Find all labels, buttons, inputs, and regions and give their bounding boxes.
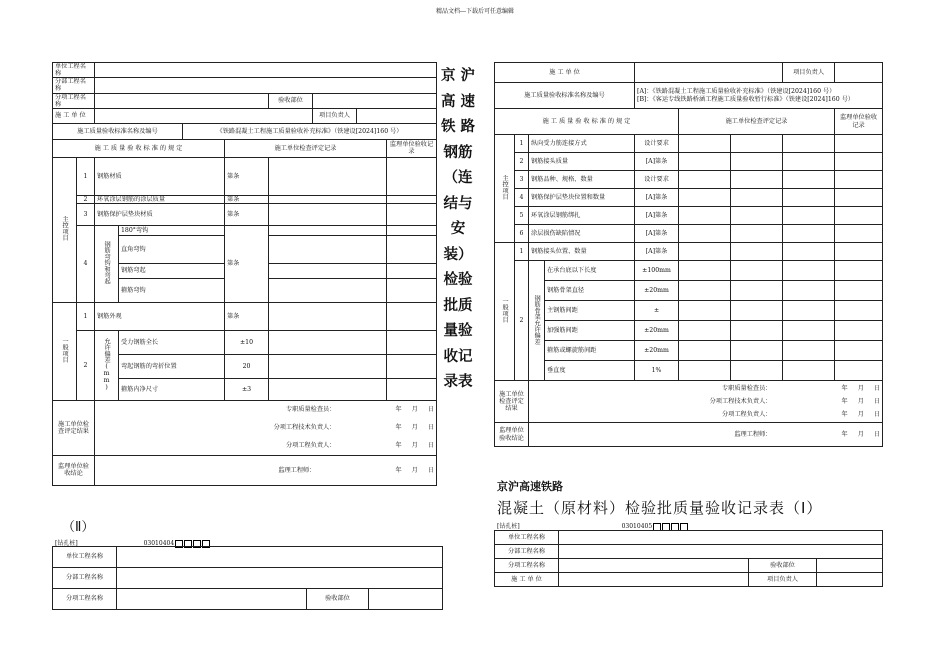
label-item-project: 分项工程名称 (495, 559, 559, 573)
record-cell[interactable] (679, 171, 731, 189)
record-cell[interactable] (783, 301, 835, 321)
value-item-project[interactable] (117, 589, 307, 610)
item-no: 3 (515, 171, 529, 189)
tol-item: 垂直度 (545, 361, 635, 381)
label-project-leader: 项目负责人 (749, 573, 817, 587)
value-construction-unit[interactable] (559, 573, 749, 587)
record-cell[interactable] (269, 235, 387, 263)
record-cell[interactable] (783, 243, 835, 261)
tol-item: 弯起钢筋的弯折位置 (119, 354, 225, 378)
supervision-cell[interactable] (835, 153, 883, 171)
eval-sign-block[interactable]: 专职质量检查员： 年 月 日 分项工程技术负责人： 年 月 日 分项工程负责人： 年 月 日 (95, 400, 437, 455)
label-construction-unit: 施 工 单 位 (495, 573, 559, 587)
value-unit-project[interactable] (95, 63, 437, 78)
super-sign-block[interactable]: 监理工程师： 年 月 日 (95, 455, 437, 485)
record-cell[interactable] (783, 189, 835, 207)
item-no: 6 (515, 225, 529, 243)
sign-label: 监理工程师： (278, 466, 316, 474)
item-no: 4 (515, 189, 529, 207)
item-no: 2 (77, 195, 95, 203)
record-cell[interactable] (783, 341, 835, 361)
tol-item: 受力钢筋全长 (119, 330, 225, 354)
record-cell[interactable] (731, 153, 783, 171)
record-cell[interactable] (731, 135, 783, 153)
tol-value: ±10 (225, 330, 269, 354)
supervision-cell[interactable] (835, 261, 883, 281)
record-cell[interactable] (269, 354, 387, 378)
item-name: 钢筋材质 (95, 157, 225, 195)
supervision-cell[interactable] (835, 243, 883, 261)
item-no: 3 (77, 203, 95, 225)
left-title-ii: （Ⅱ） (62, 520, 95, 535)
item-no: 1 (77, 157, 95, 195)
record-cell[interactable] (783, 361, 835, 381)
label-project-leader: 项目负责人 (313, 108, 357, 123)
item-name: 钢筋品种、规格、数量 (529, 171, 635, 189)
label-unit-project: 单位工程名称 (495, 531, 559, 545)
col-supervision: 监理单位验收记录 (387, 139, 437, 157)
record-cell[interactable] (679, 225, 731, 243)
record-cell[interactable] (679, 341, 731, 361)
item-ref: [A]第条 (635, 243, 679, 261)
value-item-project[interactable] (559, 559, 749, 573)
supervision-cell[interactable] (387, 235, 437, 263)
supervision-cell[interactable] (835, 361, 883, 381)
left-small-form (52, 546, 443, 610)
col-supervision: 监理单位验收记录 (835, 109, 883, 135)
record-cell[interactable] (731, 321, 783, 341)
label-acceptance-part: 验收部位 (269, 93, 313, 108)
tol-value: ± (635, 301, 679, 321)
record-cell[interactable] (269, 225, 387, 235)
value-project-leader[interactable] (817, 573, 883, 587)
record-cell[interactable] (783, 153, 835, 171)
left-small-header: [钻孔桩] 03010404 (55, 538, 443, 548)
tol-item: 加强筋间距 (545, 321, 635, 341)
item-ref: 设计要求 (635, 135, 679, 153)
tol-item: 箍筋内净尺寸 (119, 378, 225, 400)
supervision-cell[interactable] (387, 302, 437, 330)
label-standard: 施工质量验收标准名称及编号 (495, 83, 635, 109)
item-no: 2 (515, 261, 529, 381)
general-group-label: 一般项目 (495, 243, 515, 381)
record-cell[interactable] (269, 157, 387, 195)
tol-item: 主钢筋间距 (545, 301, 635, 321)
value-standard: [A]：《铁路混凝土工程施工质量验收补充标准》（铁建设[2024]160 号） [B]：《客运专线铁路桥涵工程施工质量验收暂行标准》（铁建设[2024]160 号） (635, 83, 883, 109)
item-ref: 第条 (225, 195, 269, 203)
tol-item: 在承台底以下长度 (545, 261, 635, 281)
record-cell[interactable] (269, 263, 387, 278)
col-standard: 施 工 质 量 验 收 标 准 的 规 定 (495, 109, 679, 135)
label-acceptance-part: 验收部位 (749, 559, 817, 573)
right-title-concrete: 混凝土（原材料）检验批质量验收记录表（Ⅰ） (497, 499, 823, 517)
supervision-cell[interactable] (387, 157, 437, 195)
page-header: 精品文档---下载后可任意编辑 (435, 8, 515, 15)
label-sub-project: 分部工程名称 (53, 568, 117, 589)
label-sub-project: 分部工程名称 (53, 78, 95, 93)
item-name: 涂层损伤缺陷情况 (529, 225, 635, 243)
value-construction-unit[interactable] (635, 63, 783, 83)
right-title-railway: 京沪高速铁路 (497, 480, 563, 493)
record-cell[interactable] (679, 301, 731, 321)
sign-label: 分项工程技术负责人： (273, 424, 336, 432)
left-rebar-form (52, 62, 437, 486)
item-ref: [A]第条 (635, 207, 679, 225)
tol-value: ±100mm (635, 261, 679, 281)
record-cell[interactable] (783, 281, 835, 301)
supervision-cell[interactable] (387, 278, 437, 302)
record-cell[interactable] (679, 243, 731, 261)
item-ref: 第条 (225, 225, 269, 302)
label-unit-project: 单位工程名称 (53, 63, 95, 78)
label-standard: 施工质量验收标准名称及编号 (53, 123, 183, 139)
value-acceptance-part[interactable] (369, 589, 443, 610)
supervision-cell[interactable] (835, 225, 883, 243)
tol-value: ±20mm (635, 281, 679, 301)
record-cell[interactable] (731, 341, 783, 361)
value-unit-project[interactable] (559, 531, 883, 545)
record-cell[interactable] (731, 171, 783, 189)
record-cell[interactable] (679, 281, 731, 301)
record-cell[interactable] (269, 195, 387, 203)
supervision-cell[interactable] (835, 207, 883, 225)
main-group-label: 主控项目 (53, 157, 77, 302)
item-ref: 设计要求 (635, 171, 679, 189)
general-group-label: 一般项目 (53, 302, 77, 400)
item-ref: [A]第条 (635, 189, 679, 207)
record-cell[interactable] (783, 135, 835, 153)
supervision-cell[interactable] (835, 281, 883, 301)
item-ref: [A]第条 (635, 153, 679, 171)
tol-value: 1% (635, 361, 679, 381)
record-cell[interactable] (679, 261, 731, 281)
record-cell[interactable] (679, 361, 731, 381)
item-ref: 第条 (225, 302, 269, 330)
super-label: 监理单位验收结论 (495, 423, 529, 447)
bend-item: 直角弯钩 (119, 235, 225, 263)
record-cell[interactable] (679, 189, 731, 207)
label-construction-unit: 施 工 单 位 (53, 108, 95, 123)
supervision-cell[interactable] (835, 189, 883, 207)
col-record: 施工单位检查评定记录 (679, 109, 835, 135)
item-name: 钢筋接头位置、数量 (529, 243, 635, 261)
record-cell[interactable] (783, 171, 835, 189)
item-name: 纵向受力筋连接方式 (529, 135, 635, 153)
record-cell[interactable] (269, 278, 387, 302)
label-construction-unit: 施 工 单 位 (495, 63, 635, 83)
record-cell[interactable] (731, 207, 783, 225)
item-no: 2 (77, 330, 95, 400)
record-cell[interactable] (783, 225, 835, 243)
supervision-cell[interactable] (387, 263, 437, 278)
item-name: 环氧涂层钢筋绑扎 (529, 207, 635, 225)
tol-value: 20 (225, 354, 269, 378)
label-sub-project: 分部工程名称 (495, 545, 559, 559)
bend-group-label: 钢筋弯钩和弯起 (95, 225, 119, 302)
tol-item: 箍筋或螺旋筋间距 (545, 341, 635, 361)
supervision-cell[interactable] (387, 225, 437, 235)
item-no: 2 (515, 153, 529, 171)
col-record: 施工单位检查评定记录 (225, 139, 387, 157)
supervision-cell[interactable] (387, 195, 437, 203)
supervision-cell[interactable] (387, 330, 437, 354)
value-construction-unit[interactable] (95, 108, 313, 123)
bend-item: 箍筋弯钩 (119, 278, 225, 302)
bend-item: 钢筋弯起 (119, 263, 225, 278)
supervision-cell[interactable] (387, 378, 437, 400)
record-cell[interactable] (269, 203, 387, 225)
value-project-leader[interactable] (357, 108, 437, 123)
item-no: 1 (515, 135, 529, 153)
record-cell[interactable] (679, 135, 731, 153)
supervision-cell[interactable] (835, 321, 883, 341)
record-cell[interactable] (269, 330, 387, 354)
record-cell[interactable] (783, 321, 835, 341)
right-rebar-form (494, 62, 883, 447)
right-small-header: [钻孔桩] 03010405 (497, 521, 882, 531)
supervision-cell[interactable] (835, 135, 883, 153)
supervision-cell[interactable] (835, 171, 883, 189)
record-cell[interactable] (783, 207, 835, 225)
value-acceptance-part[interactable] (313, 93, 437, 108)
label-acceptance-part: 验收部位 (307, 589, 369, 610)
bend-item: 180°弯钩 (119, 225, 225, 235)
vertical-title: 京 沪 高 速 铁 路 钢筋 （连 结与 安 装） 检验 批质 量验 收记 录表 (440, 68, 476, 390)
value-sub-project[interactable] (117, 568, 443, 589)
tol-value: ±20mm (635, 341, 679, 361)
tol-value: ±3 (225, 378, 269, 400)
item-ref: [A]第条 (635, 225, 679, 243)
tol-value: ±20mm (635, 321, 679, 341)
item-ref: 第条 (225, 157, 269, 195)
value-acceptance-part[interactable] (817, 559, 883, 573)
super-label: 监理单位验收结论 (53, 455, 95, 485)
value-item-project[interactable] (95, 93, 269, 108)
record-cell[interactable] (731, 361, 783, 381)
record-cell[interactable] (679, 321, 731, 341)
value-sub-project[interactable] (559, 545, 883, 559)
record-cell[interactable] (731, 189, 783, 207)
record-cell[interactable] (731, 301, 783, 321)
item-name: 钢筋保护层垫块材质 (95, 203, 225, 225)
label-project-leader: 项目负责人 (783, 63, 835, 83)
supervision-cell[interactable] (835, 301, 883, 321)
main-group-label: 主控项目 (495, 135, 515, 243)
supervision-cell[interactable] (387, 203, 437, 225)
record-cell[interactable] (783, 261, 835, 281)
record-cell[interactable] (731, 225, 783, 243)
item-name: 钢筋外观 (95, 302, 225, 330)
tol-group-label: 允许偏差(mm) (95, 330, 119, 400)
label-item-project: 分项工程名称 (53, 589, 117, 610)
value-unit-project[interactable] (117, 547, 443, 568)
record-cell[interactable] (731, 261, 783, 281)
label-unit-project: 单位工程名称 (53, 547, 117, 568)
tol-item: 钢筋骨架直径 (545, 281, 635, 301)
item-no: 1 (515, 243, 529, 261)
item-ref: 第条 (225, 203, 269, 225)
eval-sign-block[interactable]: 专职质量检查员： 年 月 日 分项工程技术负责人： 年 月 日 分项工程负责人： 年 月 日 (529, 381, 883, 423)
item-no: 5 (515, 207, 529, 225)
value-project-leader[interactable] (835, 63, 883, 83)
record-cell[interactable] (269, 302, 387, 330)
supervision-cell[interactable] (835, 341, 883, 361)
eval-label: 施工单位检查评定结果 (495, 381, 529, 423)
label-item-project: 分项工程名称 (53, 93, 95, 108)
col-standard: 施 工 质 量 验 收 标 准 的 规 定 (53, 139, 225, 157)
eval-label: 施工单位检查评定结果 (53, 400, 95, 455)
item-name: 环氧涂层钢筋的涂层质量 (95, 195, 225, 203)
record-cell[interactable] (679, 153, 731, 171)
tol-group-label: 钢筋骨架允许偏差 (529, 261, 545, 381)
sign-label: 专职质量检查员： (285, 406, 336, 414)
right-small-form (494, 530, 883, 587)
item-no: 1 (77, 302, 95, 330)
item-name: 钢筋接头质量 (529, 153, 635, 171)
item-name: 钢筋保护层垫块位置和数量 (529, 189, 635, 207)
record-cell[interactable] (269, 378, 387, 400)
record-cell[interactable] (679, 207, 731, 225)
record-cell[interactable] (731, 243, 783, 261)
value-standard: 《铁路混凝土工程施工质量验收补充标准》（铁建设[2024]160 号） (183, 123, 437, 139)
super-sign-block[interactable]: 监理工程师： 年 月 日 (529, 423, 883, 447)
value-sub-project[interactable] (95, 78, 437, 93)
record-cell[interactable] (731, 281, 783, 301)
sign-label: 分项工程负责人： (285, 442, 336, 450)
supervision-cell[interactable] (387, 354, 437, 378)
item-no: 4 (77, 225, 95, 302)
